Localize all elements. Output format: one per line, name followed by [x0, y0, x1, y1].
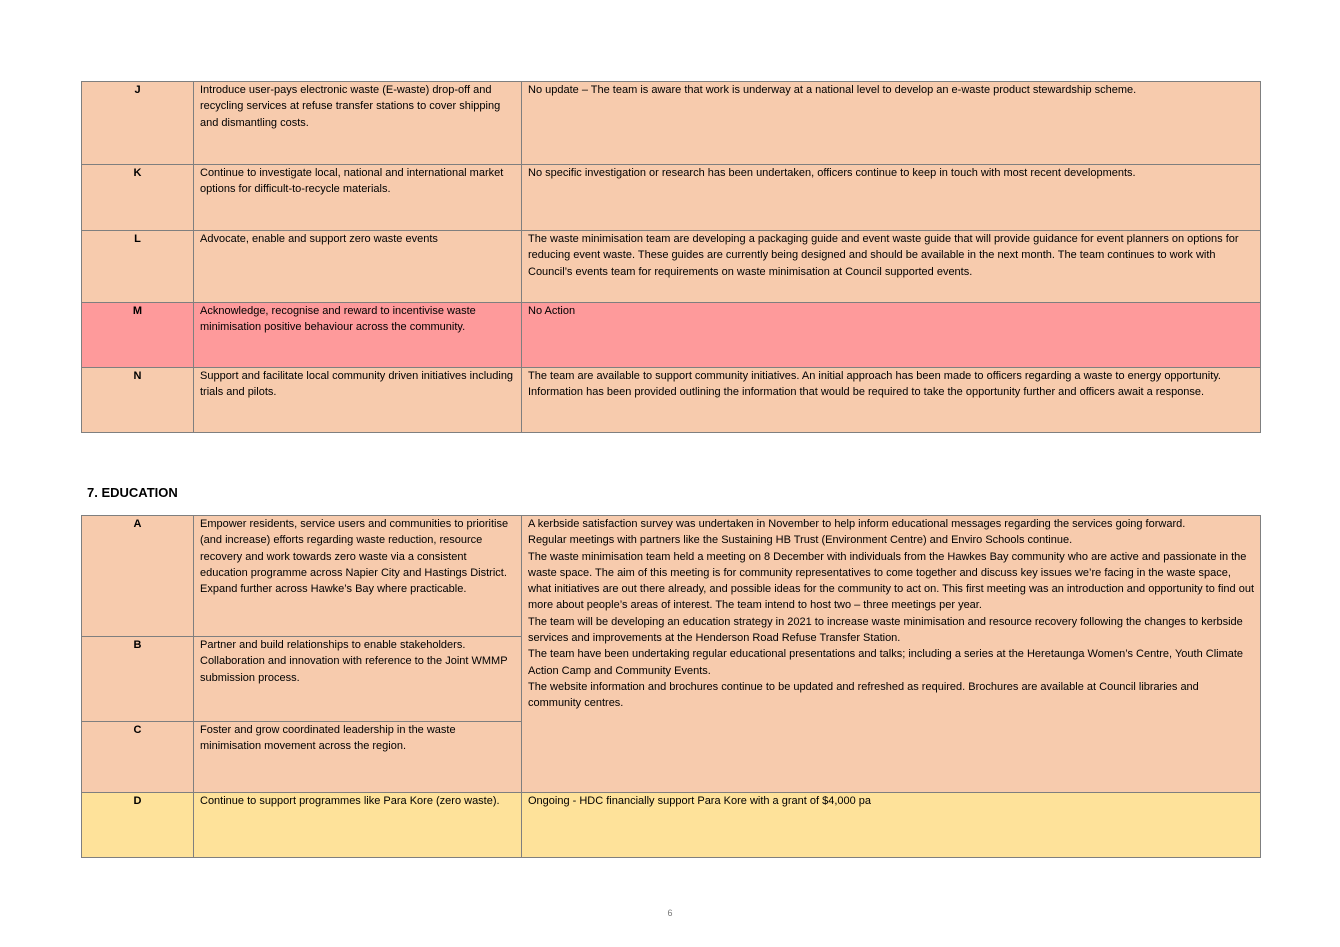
row-id: B	[82, 637, 194, 722]
actions-table-continued	[81, 81, 1261, 433]
action-text: Advocate, enable and support zero waste events	[194, 231, 522, 303]
row-id: N	[82, 368, 194, 433]
table-row-j	[82, 82, 1261, 165]
action-text: Empower residents, service users and communities to prioritise (and increase) efforts regarding waste reduction, resource recovery and work towards zero waste via a consistent education programme across Napier City and Hastings District. Expand further across Hawke’s Bay where practicable.	[194, 516, 522, 637]
row-id: D	[82, 793, 194, 858]
update-paragraph: A kerbside satisfaction survey was undertaken in November to help inform educational messages regarding the services going forward.	[528, 518, 1186, 530]
table-row-k	[82, 165, 1261, 231]
table-row-n	[82, 368, 1261, 433]
update-paragraph: The team have been undertaking regular educational presentations and talks; including a series at the Heretaunga Women’s Centre, Youth Climate Action Camp and Community Events.	[528, 648, 1244, 677]
education-table	[81, 515, 1261, 858]
action-text: Foster and grow coordinated leadership in the waste minimisation movement across the region.	[194, 722, 522, 793]
row-id: M	[82, 303, 194, 368]
update-text: The team are available to support community initiatives. An initial approach has been made to officers regarding a waste to energy opportunity. Information has been provided outlining the information that would be required to take the opportunity further and officers await a response.	[522, 368, 1261, 433]
action-text: Continue to investigate local, national and international market options for difficult-to-recycle materials.	[194, 165, 522, 231]
table-row-m	[82, 303, 1261, 368]
row-id: A	[82, 516, 194, 637]
update-text: No specific investigation or research has been undertaken, officers continue to keep in touch with most recent developments.	[522, 165, 1261, 231]
merged-update-cell	[522, 516, 1261, 793]
update-text: Ongoing - HDC financially support Para Kore with a grant of $4,000 pa	[522, 793, 1261, 858]
action-text: Partner and build relationships to enable stakeholders. Collaboration and innovation with reference to the Joint WMMP submission process.	[194, 637, 522, 722]
table-row-d	[82, 793, 1261, 858]
action-text: Continue to support programmes like Para Kore (zero waste).	[194, 793, 522, 858]
row-id: L	[82, 231, 194, 303]
action-text: Acknowledge, recognise and reward to incentivise waste minimisation positive behaviour across the community.	[194, 303, 522, 368]
update-paragraph: The team will be developing an education strategy in 2021 to increase waste minimisation and resource recovery following the changes to kerbside services and improvements at the Henderson Road Refuse Transfer Station.	[528, 615, 1243, 645]
table-row-l	[82, 231, 1261, 303]
page-number: 6	[667, 908, 673, 918]
action-text: Support and facilitate local community driven initiatives including trials and pilots.	[194, 368, 522, 433]
row-id: J	[82, 82, 194, 165]
update-text: The waste minimisation team are developing a packaging guide and event waste guide that will provide guidance for event planners on options for reducing event waste. These guides are currently being designed and should be available in the next month. The team continues to work with Council’s events team for requirements on waste minimisation at Council supported events.	[522, 231, 1261, 303]
action-text: Introduce user-pays electronic waste (E-waste) drop-off and recycling services at refuse transfer stations to cover shipping and dismantling costs.	[194, 82, 522, 165]
section-heading: 7. EDUCATION	[87, 485, 178, 500]
update-paragraph: The website information and brochures continue to be updated and refreshed as required. Brochures are available at Council libraries and community centres.	[528, 680, 1199, 710]
row-id: C	[82, 722, 194, 793]
row-id: K	[82, 165, 194, 231]
table-row-a	[82, 516, 1261, 637]
update-paragraph: The waste minimisation team held a meeting on 8 December with individuals from the Hawkes Bay community who are active and passionate in the waste space. The aim of this meeting is for community representatives to come together and discuss key issues we’re facing in the waste space, what initiatives are out there already, and possible ideas for the community to act on. This first meeting was an introduction and opportunity to find out more about people’s areas of interest. The team intend to host two – three meetings per year.	[528, 550, 1254, 612]
update-text: No update – The team is aware that work is underway at a national level to develop an e-waste product stewardship scheme.	[522, 82, 1261, 165]
update-paragraph: Regular meetings with partners like the Sustaining HB Trust (Environment Centre) and Enviro Schools continue.	[528, 534, 1073, 547]
update-text: No Action	[522, 303, 1261, 368]
